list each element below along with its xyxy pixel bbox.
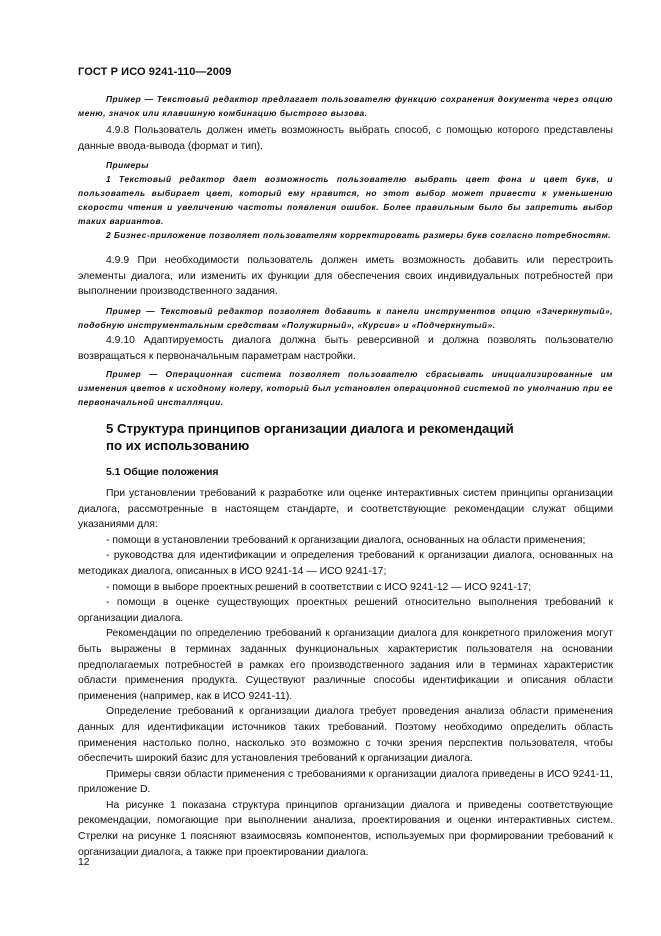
section-title-line-1: 5 Структура принципов организации диалога и рекомендаций <box>106 421 514 436</box>
example-1: 1 Текстовый редактор дает возможность пользователю выбрать цвет фона и цвет букв, и пользователь выбирает цвет, который ему нравится, но этот выбор может привести к уменьшению скорости чтения и увеличению частоты появления ошибок. Более правильным было бы запретить выбор таких вариантов. <box>78 174 613 226</box>
paragraph: Примеры связи области применения с требованиями к организации диалога приведены в ИСО 9241-11, приложение D. <box>78 768 613 796</box>
example-note <box>78 92 613 120</box>
clause-4-9-10 <box>78 333 613 364</box>
document-header: ГОСТ Р ИСО 9241-110—2009 <box>78 66 232 78</box>
paragraph: 4.9.9 При необходимости пользователь должен иметь возможность добавить или перестроить элементы диалога, или изменить их функции для обеспечения своих индивидуальных потребностей при выполнении производственного задания. <box>78 255 613 298</box>
list-item: - руководства для идентификации и определения требований к организации диалога, основанных на методиках диалога, описанных в ИСО 9241-14 — ИСО 9241-17; <box>78 550 613 577</box>
paragraph: 4.9.8 Пользователь должен иметь возможность выбрать способ, с помощью которого представлены данные ввода-вывода (формат и тип). <box>78 125 613 152</box>
clause-4-9-9 <box>78 253 613 300</box>
paragraph: 4.9.10 Адаптируемость диалога должна быть реверсивной и должна позволять пользователю возвращаться к первоначальным параметрам настройки. <box>78 335 613 362</box>
paragraph: На рисунке 1 показана структура принципов организации диалога и приведены соответствующие рекомендации, помогающие при выполнении анализа, проектирования и оценки интерактивных систем. Стрелки на рисунке 1 поясняют взаимосвязь компонентов, используемых при формировании требований к организации диалога, а также при проектировании диалога. <box>78 799 613 858</box>
paragraph: Рекомендации по определению требований к организации диалога для конкретного приложения могут быть выражены в терминах заданных функциональных характеристик пользователя на основании предполагаемых потребностей в рамках его производственного задания или в терминах характеристик области применения продукта. Существуют различные способы идентификации и описания области применения (например, как в ИСО 9241-11). <box>78 628 613 702</box>
example-note <box>78 367 613 409</box>
list-item: - помощи в выборе проектных решений в соответствии с ИСО 9241-12 — ИСО 9241-17; <box>106 581 532 593</box>
subsection-title: 5.1 Общие положения <box>106 467 219 478</box>
examples-note <box>78 158 613 242</box>
note-text: Пример — Текстовый редактор предлагает пользователю функцию сохранения документа через опцию меню, значок или клавишную комбинацию быстрого вызова. <box>78 94 613 118</box>
note-text: Пример — Операционная система позволяет пользователю сбрасывать инициализированные им изменения цветов к исходному колеру, который был установлен операционной системой по умолчанию при ее первоначальной инсталляции. <box>78 369 613 407</box>
list-item: - помощи в установлении требований к организации диалога, основанных на области применения; <box>106 534 586 546</box>
page-number: 12 <box>78 857 90 868</box>
example-2: 2 Бизнес-приложение позволяет пользователям корректировать размеры букв согласно потребностям. <box>106 230 612 240</box>
examples-title: Примеры <box>106 160 149 170</box>
section-5-1-body <box>78 486 613 860</box>
section-5-1-heading <box>78 467 613 478</box>
note-text: Пример — Текстовый редактор позволяет добавить к панели инструментов опцию «Зачеркнутый», подобную инструментальным средствам «Полужирный», «Курсив» и «Подчеркнутый». <box>78 306 613 330</box>
example-note <box>78 304 613 332</box>
paragraph: Определение требований к организации диалога требует проведения анализа области применения данных для идентификации источников таких требований. Поэтому необходимо определить область применения настолько полно, насколько это возможно с точки зрения перспектив пользователя, чтобы обеспечить широкий базис для установления требований к организации диалога. <box>78 706 613 765</box>
paragraph: При установлении требований к разработке или оценке интерактивных систем принципы организации диалога, рассмотренные в настоящем стандарте, и соответствующие рекомендации служат общими указаниями для: <box>78 488 613 531</box>
clause-4-9-8 <box>78 123 613 154</box>
section-title-line-2: по их использованию <box>106 438 250 453</box>
list-item: - помощи в оценке существующих проектных решений относительно выполнения требований к организации диалога. <box>78 597 613 624</box>
section-5-heading <box>78 420 613 454</box>
